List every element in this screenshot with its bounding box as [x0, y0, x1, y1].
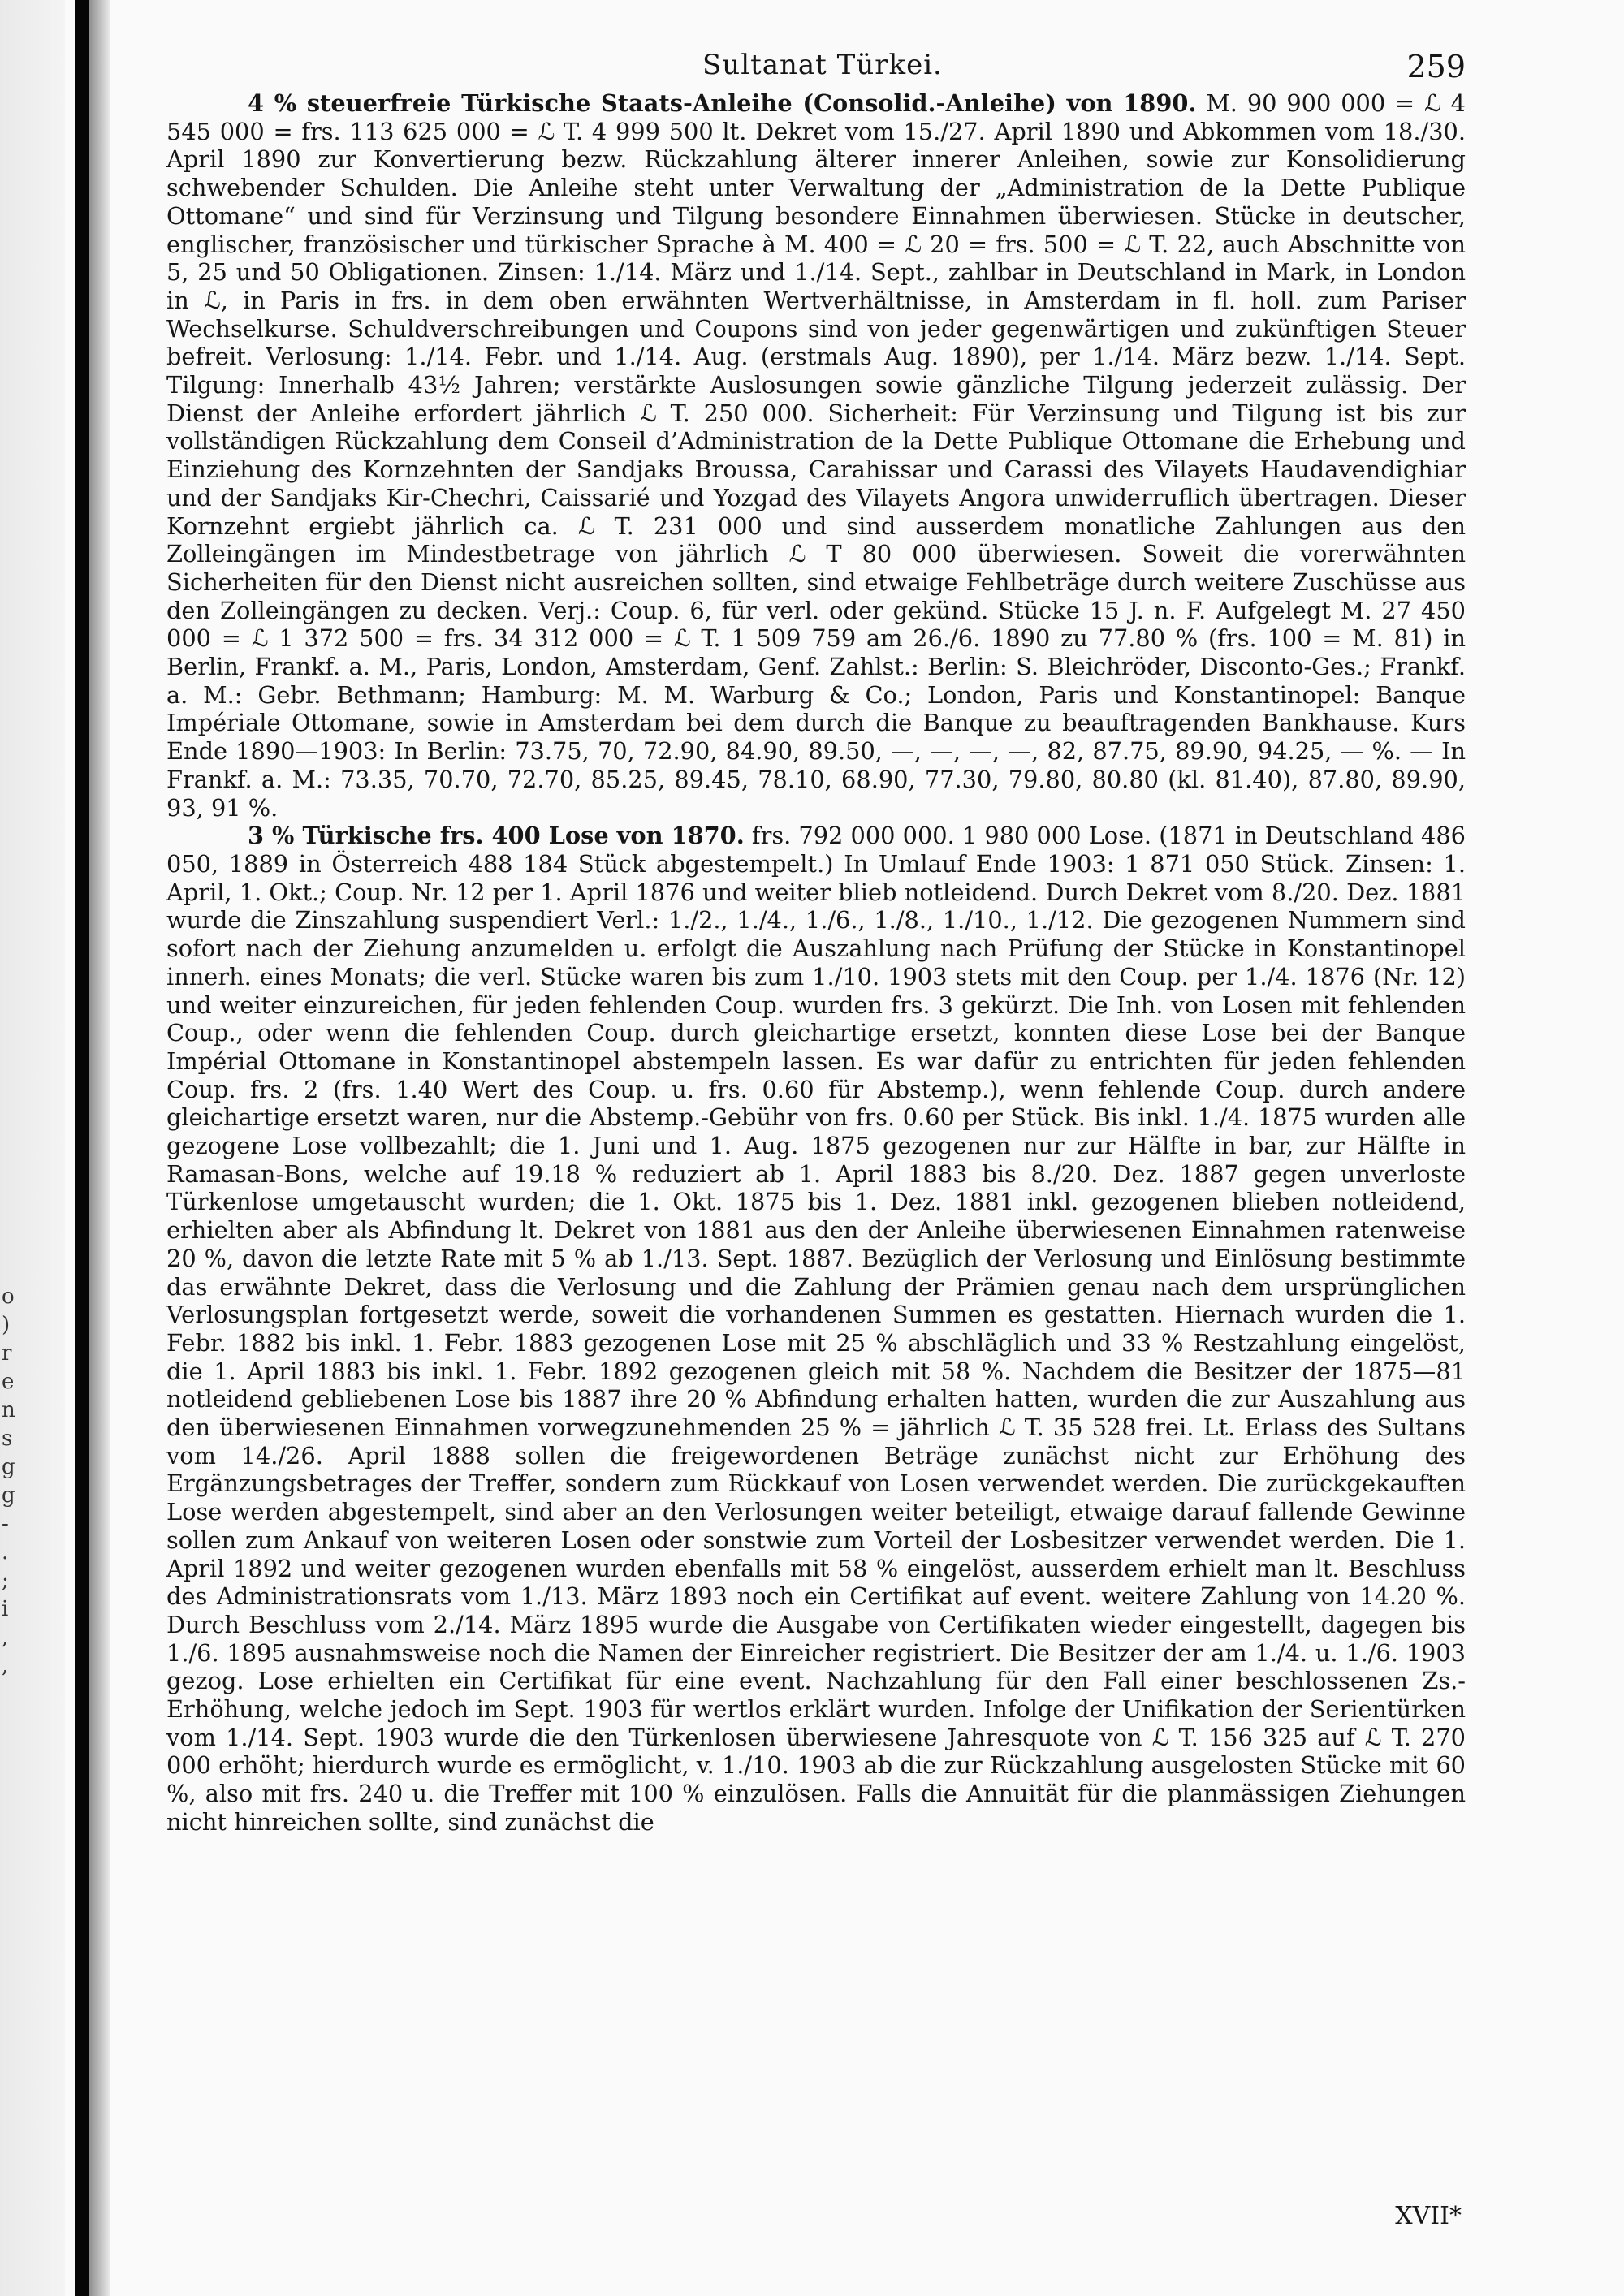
section-text: M. 90 900 000 = ℒ 4 545 000 = frs. 113 625 000 = ℒ T. 4 999 500 lt. Dekret vom 15./27. April 1890 und Abkommen vom 18./30. April 1890 zur Konvertierung bezw. Rückzahlung älterer innerer Anleihen, sowie zur Konsolidierung schwebender Schulden. Die Anleihe steht unter Verwaltung der „Administration de la Dette Publique Ottomane“ und sind für Verzinsung und Tilgung besondere Einnahmen überwiesen. Stücke in deutscher, englischer, französischer und türkischer Sprache à M. 400 = ℒ 20 = frs. 500 = ℒ T. 22, auch Abschnitte von 5, 25 und 50 Obligationen. Zinsen: 1./14. März und 1./14. Sept., zahlbar in Deutschland in Mark, in London in ℒ, in Paris in frs. in dem oben erwähnten Wertverhältnisse, in Amsterdam in fl. holl. zum Pariser Wechselkurse. Schuldverschreibungen und Coupons sind von jeder gegenwärtigen und zukünftigen Steuer befreit. Verlosung: 1./14. Febr. und 1./14. Aug. (erstmals Aug. 1890), per 1./14. März bezw. 1./14. Sept. Tilgung: Innerhalb 43½ Jahren; verstärkte Auslosungen sowie gänzliche Tilgung jederzeit zulässig. Der Dienst der Anleihe erfordert jährlich ℒ T. 250 000. Sicherheit: Für Verzinsung und Tilgung ist bis zur vollständigen Rückzahlung dem Conseil d’Administration de la Dette Publique Ottomane die Erhebung und Einziehung des Kornzehnten der Sandjaks Broussa, Carahissar und Carassi des Vilayets Haudavendighiar und der Sandjaks Kir-Chechri, Caissarié und Yozgad des Vilayets Angora unwiderruflich übertragen. Dieser Kornzehnt ergiebt jährlich ca. ℒ T. 231 000 und sind ausserdem monatliche Zahlungen aus den Zolleingängen im Mindestbetrage von jährlich ℒ T 80 000 überwiesen. Soweit die vorerwähnten Sicherheiten für den Dienst nicht ausreichen sollten, sind etwaige Fehlbeträge durch weitere Zuschüsse aus den Zolleingängen zu decken. Verj.: Coup. 6, für verl. oder gekünd. Stücke 15 J. n. F. Aufgelegt M. 27 450 000 = ℒ 1 372 500 = frs. 34 312 000 = ℒ T. 1 509 759 am 26./6. 1890 zu 77.80 % (frs. 100 = M. 81) in Berlin, Frankf. a. M., Paris, London, Amsterdam, Genf. Zahlst.: Berlin: S. Bleichröder, Disconto-Ges.; Frankf. a. M.: Gebr. Bethmann; Hamburg: M. M. Warburg & Co.; London, Paris und Konstantinopel: Banque Impériale Ottomane, sowie in Amsterdam bei dem durch die Banque zu beauftragenden Bankhause. Kurs Ende 1890—1903: In Berlin: 73.75, 70, 72.90, 84.90, 89.50, —, —, —, —, 82, 87.75, 89.90, 94.25, — %. — In Frankf. a. M.: 73.35, 70.70, 72.70, 85.25, 89.45, 78.10, 68.90, 77.30, 79.80, 80.80 (kl. 81.40), 87.80, 89.90, 93, 91 %.	[166, 89, 1466, 822]
margin-mark: g	[2, 1455, 15, 1479]
gutter-shadow	[89, 0, 110, 2296]
section-heading: 3 % Türkische frs. 400 Lose von 1870.	[248, 822, 745, 850]
book-gutter	[75, 0, 89, 2296]
running-title: Sultanat Türkei.	[702, 49, 943, 81]
margin-mark: -	[2, 1512, 9, 1536]
section-text: frs. 792 000 000. 1 980 000 Lose. (1871 in Deutschland 486 050, 1889 in Österreich 488 184 Stück abgestempelt.) In Umlauf Ende 1903: 1 871 050 Stück. Zinsen: 1. April, 1. Okt.; Coup. Nr. 12 per 1. April 1876 und weiter blieb notleidend. Durch Dekret vom 8./20. Dez. 1881 wurde die Zinszahlung suspendiert Verl.: 1./2., 1./4., 1./6., 1./8., 1./10., 1./12. Die gezogenen Nummern sind sofort nach der Ziehung anzumelden u. erfolgt die Auszahlung nach Prüfung der Stücke in Konstantinopel innerh. eines Monats; die verl. Stücke waren bis zum 1./10. 1903 stets mit den Coup. per 1./4. 1876 (Nr. 12) und weiter einzureichen, für jeden fehlenden Coup. wurden frs. 3 gekürzt. Die Inh. von Losen mit fehlenden Coup., oder wenn die fehlenden Coup. durch gleichartige ersetzt, konnten diese Lose bei der Banque Impérial Ottomane in Konstantinopel abstempeln lassen. Es war dafür zu entrichten für jeden fehlenden Coup. frs. 2 (frs. 1.40 Wert des Coup. u. frs. 0.60 für Abstemp.), wenn fehlende Coup. durch andere gleichartige ersetzt waren, nur die Abstemp.-Gebühr von frs. 0.60 per Stück. Bis inkl. 1./4. 1875 wurden alle gezogene Lose vollbezahlt; die 1. Juni und 1. Aug. 1875 gezogenen nur zur Hälfte in bar, zur Hälfte in Ramasan-Bons, welche auf 19.18 % reduziert ab 1. April 1883 bis 8./20. Dez. 1887 gegen unverloste Türkenlose umgetauscht wurden; die 1. Okt. 1875 bis 1. Dez. 1881 inkl. gezogenen blieben notleidend, erhielten aber als Abfindung lt. Dekret von 1881 aus den der Anleihe überwiesenen Einnahmen ratenweise 20 %, davon die letzte Rate mit 5 % ab 1./13. Sept. 1887. Bezüglich der Verlosung und Einlösung bestimmte das erwähnte Dekret, dass die Verlosung und die Zahlung der Prämien genau nach dem ursprünglichen Verlosungsplan fortgesetzt werde, soweit die vorhandenen Summen es gestatten. Hiernach wurden die 1. Febr. 1882 bis inkl. 1. Febr. 1883 gezogenen Lose mit 25 % abschläglich und 33 % Restzahlung eingelöst, die 1. April 1883 bis inkl. 1. Febr. 1892 gezogenen gleich mit 58 %. Nachdem die Besitzer der 1875—81 notleidend gebliebenen Lose bis 1887 ihre 20 % Abfindung erhalten hatten, wurden die zur Auszahlung aus den überwiesenen Einnahmen vorwegzunehmenden 25 % = jährlich ℒ T. 35 528 frei. Lt. Erlass des Sultans vom 14./26. April 1888 sollen die freigewordenen Beträge zunächst nicht zur Erhöhung des Ergänzungsbetrages der Treffer, sondern zum Rückkauf von Losen verwendet werden. Die zurückgekauften Lose werden abgestempelt, sind aber an den Verlosungen weiter beteiligt, etwaige darauf fallende Gewinne sollen zum Ankauf von weiteren Losen oder sonstwie zum Vorteil der Losbesitzer verwendet werden. Die 1. April 1892 und weiter gezogenen wurden ebenfalls mit 58 % eingelöst, ausserdem erhielt man lt. Beschluss des Administrationsrats vom 1./13. März 1893 noch ein Certifikat auf event. weitere Zahlung von 14.20 %. Durch Beschluss vom 2./14. März 1895 wurde die Ausgabe von Certifikaten wieder eingestellt, dagegen bis 1./6. 1895 ausnahmsweise noch die Namen der Einreicher registriert. Die Besitzer der am 1./4. u. 1./6. 1903 gezog. Lose erhielten ein Certifikat für eine event. Nachzahlung für den Fall einer beschlossenen Zs.-Erhöhung, welche jedoch im Sept. 1903 für wertlos erklärt wurden. Infolge der Unifikation der Serientürken vom 1./14. Sept. 1903 wurde die den Türkenlosen überwiesene Jahresquote von ℒ T. 156 325 auf ℒ T. 270 000 erhöht; hierdurch wurde es ermöglicht, v. 1./10. 1903 ab die zur Rückzahlung ausgelosten Stücke mit 60 %, also mit frs. 240 u. die Treffer mit 100 % einzulösen. Falls die Annuität für die planmässigen Ziehungen nicht hinreichen sollte, sind zunächst die	[166, 822, 1466, 1836]
page-body	[166, 89, 1466, 1836]
margin-mark: g	[2, 1483, 15, 1508]
page-number: 259	[1406, 49, 1466, 84]
margin-mark: .	[2, 1540, 9, 1564]
sheet-signature: XVII*	[1395, 2202, 1462, 2230]
paragraph-consolid-anleihe	[166, 89, 1466, 822]
book-page	[166, 32, 1466, 2257]
margin-mark: ;	[2, 1569, 9, 1593]
margin-mark: s	[2, 1426, 13, 1451]
margin-mark: i	[2, 1597, 9, 1621]
page-header	[166, 32, 1466, 89]
margin-mark: ,	[2, 1625, 9, 1650]
margin-mark: )	[2, 1313, 11, 1337]
paragraph-tuerkenlose	[166, 822, 1466, 1836]
section-heading: 4 % steuerfreie Türkische Staats-Anleihe (Consolid.-Anleihe) von 1890.	[248, 89, 1197, 117]
facing-page-margin-marks	[2, 1283, 26, 1681]
margin-mark: ,	[2, 1654, 9, 1678]
margin-mark: r	[2, 1341, 12, 1366]
margin-mark: n	[2, 1398, 15, 1422]
margin-mark: o	[2, 1284, 15, 1309]
margin-mark: e	[2, 1370, 15, 1394]
facing-page-edge	[0, 0, 65, 2296]
